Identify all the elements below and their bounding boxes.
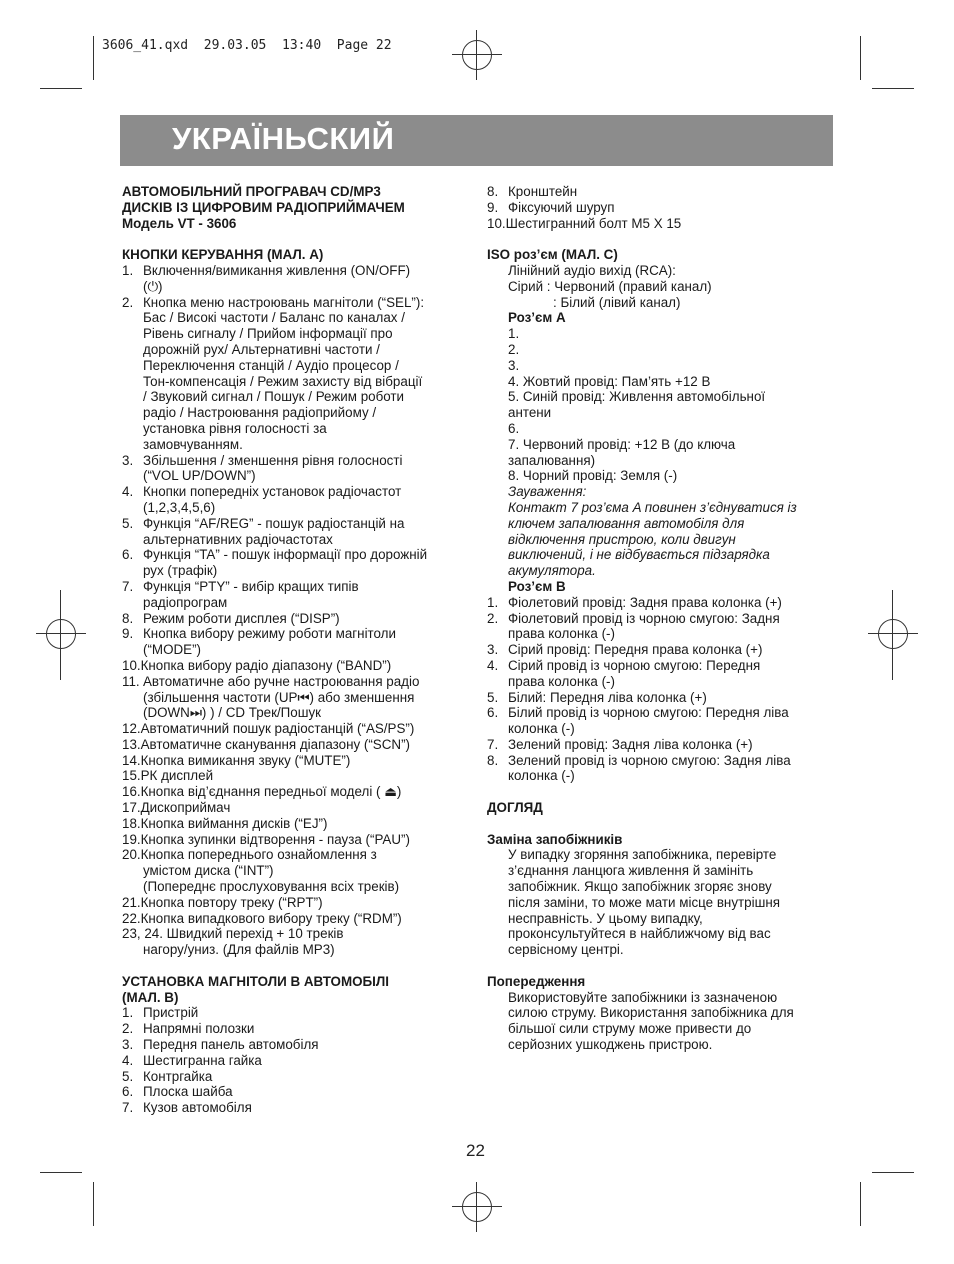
- registration-crosshair: [892, 590, 893, 680]
- list-line: 22.Кнопка випадкового вибору треку (“RDM”): [122, 910, 402, 926]
- control-item: [122, 800, 472, 816]
- registration-mark-icon: [46, 619, 76, 649]
- list-number: 9.: [487, 199, 499, 215]
- connector-a-line: 1.: [508, 326, 520, 342]
- list-number: 4.: [122, 1052, 134, 1068]
- control-item: [122, 626, 472, 658]
- list-line: Фіксуючий шуруп: [508, 199, 615, 215]
- connector-b-item: [487, 595, 837, 611]
- list-line: Включення/вимикання живлення (ON/OFF): [143, 262, 411, 278]
- connector-a-line: 8. Чорний провід: Земля (-): [508, 468, 678, 484]
- left-column: [122, 184, 472, 1116]
- list-number: 11.: [122, 673, 140, 689]
- list-line: (збільшення частоти (UP⏮) або зменшення: [143, 689, 415, 705]
- connector-a-line: 5. Синій провід: Живлення автомобільної: [508, 389, 766, 405]
- control-item: [122, 753, 472, 769]
- control-item: [122, 484, 472, 516]
- list-line: (1,2,3,4,5,6): [143, 499, 216, 515]
- install-item: [122, 1053, 472, 1069]
- list-number: 3.: [122, 452, 134, 468]
- list-line: Тон-компенсація / Режим захисту від вібрації: [143, 373, 423, 389]
- list-line: права колонка (-): [508, 673, 615, 689]
- install-item: [122, 1021, 472, 1037]
- controls-section-title: КНОПКИ КЕРУВАННЯ (МАЛ. A): [122, 247, 324, 263]
- connector-b-item: [487, 611, 837, 643]
- registration-crosshair: [452, 1206, 502, 1207]
- list-line: 21.Кнопка повтору треку (“RPT”): [122, 894, 323, 910]
- control-item: [122, 263, 472, 295]
- list-number: 7.: [122, 1100, 134, 1116]
- list-line: (DOWN⏭) ) / CD Трек/Пошук: [143, 705, 322, 721]
- note-line: ключем запалювання автомобіля для: [508, 515, 745, 531]
- white-channel: : Білий (лівий канал): [553, 294, 681, 310]
- list-line: (“MODE”): [143, 642, 202, 658]
- list-line: Функція “AF/REG” - пошук радіостанцій на: [143, 515, 405, 531]
- list-line: / Звуковий сигнал / Пошук / Режим роботи: [143, 389, 405, 405]
- list-line: Функція “PTY” - вибір кращих типів: [143, 578, 359, 594]
- list-number: 1.: [122, 1005, 134, 1021]
- line-out-label: Лінійний аудіо вихід (RCA):: [508, 262, 676, 278]
- list-line: Сірий провід із чорною смугою: Передня: [508, 657, 761, 673]
- registration-crosshair: [476, 30, 477, 80]
- connector-b-item: [487, 705, 837, 737]
- control-item: [122, 674, 472, 721]
- warning-title: Попередження: [487, 973, 586, 989]
- fuse-line: несправність. У цьому випадку,: [508, 910, 703, 926]
- connector-b-item: [487, 690, 837, 706]
- crop-mark: [860, 1182, 861, 1226]
- install-item: [487, 184, 837, 200]
- list-line: Переключення станцій / Аудіо процесор /: [143, 357, 399, 373]
- list-line: Білий провід із чорною смугою: Передня ліва: [508, 705, 789, 721]
- control-item: [122, 832, 472, 848]
- list-line: Збільшення / зменшення рівня голосності: [143, 452, 403, 468]
- install-list: [122, 1005, 472, 1116]
- list-line: Зелений провід із чорною смугою: Задня ліва: [508, 752, 791, 768]
- control-item: [122, 658, 472, 674]
- note-line: відключення пристрою, коли двигун: [508, 531, 736, 547]
- connector-b-item: [487, 737, 837, 753]
- list-line: 20.Кнопка попереднього ознайомлення з: [122, 847, 377, 863]
- list-line: 10.Кнопка вибору радіо діапазону (“BAND”): [122, 657, 392, 673]
- fuse-line: з’єднання ланцюга живлення й замініть: [508, 863, 754, 879]
- list-line: (“VOL UP/DOWN”): [143, 468, 256, 484]
- control-item: [122, 453, 472, 485]
- registration-mark-icon: [462, 1192, 492, 1222]
- list-number: 1.: [122, 262, 134, 278]
- warning-line: силою струму. Використання запобіжника для: [508, 1005, 794, 1021]
- list-line: Фіолетовий провід із чорною смугою: Задня: [508, 610, 780, 626]
- connector-b-list: [487, 595, 837, 785]
- connector-a-line: 2.: [508, 341, 520, 357]
- grey-channel: Сірий : Червоний (правий канал): [508, 278, 712, 294]
- list-line: 17.Дископриймач: [122, 800, 231, 816]
- list-line: умістом диска (“INT”): [143, 863, 274, 879]
- connector-a-line: 7. Червоний провід: +12 B (до ключа: [508, 436, 736, 452]
- list-number: 4.: [487, 657, 499, 673]
- list-line: Сірий провід: Передня права колонка (+): [508, 642, 763, 658]
- install-item: [122, 1084, 472, 1100]
- list-line: (Попереднє прослуховування всіх треків): [143, 879, 400, 895]
- warning-text: [487, 990, 837, 1053]
- connector-a-line: антени: [508, 405, 552, 421]
- control-item: [122, 547, 472, 579]
- right-column: [487, 184, 837, 1053]
- note-title: Зауваження:: [508, 484, 587, 500]
- registration-crosshair: [868, 633, 918, 634]
- list-number: 7.: [122, 578, 134, 594]
- list-number: 3.: [487, 642, 499, 658]
- install-item: [487, 200, 837, 216]
- install-item: [122, 1037, 472, 1053]
- list-line: 19.Кнопка зупинки відтворення - пауза (“PAU”): [122, 831, 410, 847]
- list-line: 14.Кнопка вимикання звуку (“MUTE”): [122, 752, 351, 768]
- install-section-title: УСТАНОВКА МАГНІТОЛИ В АВТОМОБІЛІ: [122, 973, 389, 989]
- list-number: 5.: [122, 1068, 134, 1084]
- install-item: [122, 1100, 472, 1116]
- list-line: Зелений провід: Задня ліва колонка (+): [508, 736, 753, 752]
- control-item: [122, 768, 472, 784]
- list-line: Передня панель автомобіля: [143, 1037, 319, 1053]
- list-line: дорожній рух/ Альтернативні частоти /: [143, 341, 380, 357]
- product-title-line: ДИСКІВ ІЗ ЦИФРОВИМ РАДІОПРИЙМАЧЕМ: [122, 199, 405, 215]
- list-line: рух (трафік): [143, 563, 218, 579]
- warning-line: Використовуйте запобіжники із зазначеною: [508, 989, 778, 1005]
- list-line: Кнопки попередніх установок радіочастот: [143, 484, 402, 500]
- control-item: [122, 926, 472, 958]
- list-line: Кузов автомобіля: [143, 1100, 252, 1116]
- connector-b-title: Роз’єм B: [508, 578, 566, 594]
- warning-line: більшої сили струму може привести до: [508, 1021, 752, 1037]
- list-number: 2.: [122, 294, 134, 310]
- list-line: Бас / Високі частоти / Баланс по каналах /: [143, 310, 405, 326]
- install-list-continued: [487, 184, 837, 231]
- list-number: 2.: [487, 610, 499, 626]
- control-item: [122, 721, 472, 737]
- list-line: Кнопка вибору режиму роботи магнітоли: [143, 626, 396, 642]
- fuse-text: [487, 847, 837, 958]
- fuse-line: після заміни, то може мати місце внутрішня: [508, 894, 780, 910]
- list-line: колонка (-): [508, 721, 575, 737]
- registration-mark-icon: [462, 40, 492, 70]
- crop-mark: [40, 88, 82, 89]
- registration-crosshair: [452, 54, 502, 55]
- list-line: радіо / Настроювання радіоприйому /: [143, 405, 377, 421]
- crop-mark: [40, 1172, 82, 1173]
- controls-list: [122, 263, 472, 958]
- list-line: Рівень сигналу / Прийом інформації про: [143, 326, 393, 342]
- list-line: (⏻): [143, 278, 163, 294]
- list-line: 13.Автоматичне сканування діапазону (“SCN”): [122, 736, 411, 752]
- list-line: Фіолетовий провід: Задня права колонка (+): [508, 594, 782, 610]
- crop-mark: [860, 36, 861, 80]
- list-line: Кнопка меню настроювань магнітоли (“SEL”):: [143, 294, 425, 310]
- list-line: нагору/униз. (Для файлів MP3): [143, 942, 335, 958]
- connector-b-item: [487, 642, 837, 658]
- language-banner: [120, 115, 833, 166]
- page-number: 22: [466, 1141, 485, 1160]
- banner-title: УКРАЇНЬСКИЙ: [172, 121, 395, 156]
- fuse-line: У випадку згоряння запобіжника, перевірте: [508, 847, 777, 863]
- connector-a-line: запалювання): [508, 452, 596, 468]
- product-title-line: АВТОМОБІЛЬНИЙ ПРОГРАВАЧ CD/MP3: [122, 184, 381, 199]
- warning-line: серйозних ушкоджень пристрою.: [508, 1037, 713, 1053]
- note-text: [487, 500, 837, 579]
- control-item: [122, 737, 472, 753]
- list-line: замовчуванням.: [143, 436, 243, 452]
- crop-mark: [872, 88, 914, 89]
- connector-a-line: 6.: [508, 420, 520, 436]
- list-line: колонка (-): [508, 768, 575, 784]
- crop-mark: [93, 1182, 94, 1226]
- fuse-line: проконсультуйтеся в найближчому від вас: [508, 926, 771, 942]
- list-line: Білий: Передня ліва колонка (+): [508, 689, 707, 705]
- control-item: [122, 784, 472, 800]
- crop-mark: [93, 36, 94, 80]
- iso-section-title: ISO роз’єм (МАЛ. C): [487, 247, 618, 263]
- list-number: 8.: [487, 752, 499, 768]
- install-item: [122, 1069, 472, 1085]
- list-line: Кронштейн: [508, 184, 578, 199]
- connector-a-list: [487, 326, 837, 484]
- control-item: [122, 295, 472, 453]
- connector-a-line: 4. Жовтий провід: Пам’ять +12 B: [508, 373, 711, 389]
- connector-a-title: Роз’єм A: [508, 310, 566, 326]
- list-number: 5.: [122, 515, 134, 531]
- list-number: 3.: [122, 1037, 134, 1053]
- list-number: 4.: [122, 484, 134, 500]
- list-line: Плоска шайба: [143, 1084, 233, 1100]
- list-number: 6.: [122, 1084, 134, 1100]
- list-line: 16.Кнопка від’єднання передньої моделі ( ⏏): [122, 784, 402, 800]
- registration-crosshair: [60, 590, 61, 680]
- list-number: 6.: [487, 705, 499, 721]
- control-item: [122, 911, 472, 927]
- control-item: [122, 847, 472, 894]
- fuse-title: Заміна запобіжників: [487, 831, 623, 847]
- product-model: Модель VT - 3606: [122, 215, 237, 231]
- control-item: [122, 579, 472, 611]
- list-line: 18.Кнопка виймання дисків (“EJ”): [122, 815, 328, 831]
- list-number: 8.: [122, 610, 134, 626]
- list-line: радіопрограм: [143, 594, 228, 610]
- file-slug: 3606_41.qxd 29.03.05 13:40 Page 22: [102, 38, 392, 53]
- install-section-subtitle: (МАЛ. B): [122, 989, 179, 1005]
- registration-mark-icon: [878, 619, 908, 649]
- crop-mark: [872, 1172, 914, 1173]
- install-item: [487, 216, 837, 232]
- install-item: [122, 1005, 472, 1021]
- list-number: 8.: [487, 184, 499, 199]
- fuse-line: запобіжник. Якщо запобіжник згоряє знову: [508, 879, 772, 895]
- control-item: [122, 516, 472, 548]
- list-number: 2.: [122, 1021, 134, 1037]
- list-line: Пристрій: [143, 1005, 199, 1021]
- list-line: Автоматичне або ручне настроювання радіо: [143, 673, 420, 689]
- connector-b-item: [487, 658, 837, 690]
- list-line: 15.РК дисплей: [122, 768, 214, 784]
- list-line: права колонка (-): [508, 626, 615, 642]
- note-line: Контакт 7 роз’єма A повинен з’єднуватися із: [508, 499, 797, 515]
- list-line: установка рівня голосності за: [143, 420, 327, 436]
- list-line: альтернативних радіочастотах: [143, 531, 333, 547]
- list-number: 9.: [122, 626, 134, 642]
- note-line: виключений, і не відбувається підзарядка: [508, 547, 770, 563]
- connector-b-item: [487, 753, 837, 785]
- list-line: Шестигранна гайка: [143, 1052, 262, 1068]
- list-line: Режим роботи дисплея (“DISP”): [143, 610, 340, 626]
- fuse-line: сервісному центрі.: [508, 942, 624, 958]
- list-number: 7.: [487, 736, 499, 752]
- list-line: Функція “TA” - пошук інформації про дорожній: [143, 547, 428, 563]
- note-line: акумулятора.: [508, 563, 596, 579]
- list-number: 1.: [487, 594, 499, 610]
- list-number: 6.: [122, 547, 134, 563]
- list-line: Контргайка: [143, 1068, 213, 1084]
- control-item: [122, 895, 472, 911]
- list-line: 10.Шестигранний болт M5 X 15: [487, 215, 682, 231]
- list-line: 12.Автоматичний пошук радіостанцій (“AS/PS”): [122, 721, 415, 737]
- list-line: Напрямні полозки: [143, 1021, 255, 1037]
- registration-crosshair: [476, 1182, 477, 1232]
- list-line: 23, 24. Швидкий перехід + 10 треків: [122, 926, 344, 942]
- control-item: [122, 611, 472, 627]
- list-number: 5.: [487, 689, 499, 705]
- connector-a-line: 3.: [508, 357, 520, 373]
- registration-crosshair: [36, 633, 86, 634]
- care-section-title: ДОГЛЯД: [487, 800, 543, 816]
- control-item: [122, 816, 472, 832]
